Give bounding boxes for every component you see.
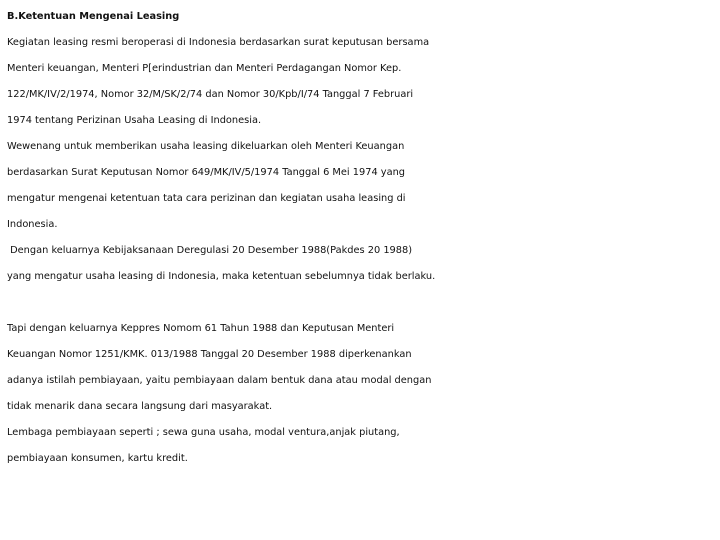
paragraph-line: berdasarkan Surat Keputusan Nomor 649/MK/IV/5/1974 Tanggal 6 Mei 1974 yang (7, 167, 406, 178)
paragraph-line: tidak menarik dana secara langsung dari masyarakat. (7, 401, 273, 412)
paragraph-line: Tapi dengan keluarnya Keppres Nomom 61 Tahun 1988 dan Keputusan Menteri (7, 323, 395, 334)
paragraph-line: Indonesia. (7, 219, 58, 230)
paragraph-spacer (7, 290, 717, 316)
paragraph-line: mengatur mengenai ketentuan tata cara perizinan dan kegiatan usaha leasing di (7, 193, 406, 204)
paragraph-line: Lembaga pembiayaan seperti ; sewa guna usaha, modal ventura,anjak piutang, (7, 427, 400, 438)
document-page (7, 4, 717, 472)
paragraph-line: Menteri keuangan, Menteri P[erindustrian dan Menteri Perdagangan Nomor Kep. (7, 63, 402, 74)
paragraph-line: 122/MK/IV/2/1974, Nomor 32/M/SK/2/74 dan Nomor 30/Kpb/I/74 Tanggal 7 Februari (7, 89, 414, 100)
paragraph-line: Dengan keluarnya Kebijaksanaan Deregulasi 20 Desember 1988(Pakdes 20 1988) (7, 245, 413, 256)
section-title: B.Ketentuan Mengenai Leasing (7, 11, 180, 22)
paragraph-line: 1974 tentang Perizinan Usaha Leasing di Indonesia. (7, 115, 262, 126)
paragraph-line: pembiayaan konsumen, kartu kredit. (7, 453, 188, 464)
paragraph-line: Wewenang untuk memberikan usaha leasing dikeluarkan oleh Menteri Keuangan (7, 141, 405, 152)
paragraph-line: Keuangan Nomor 1251/KMK. 013/1988 Tanggal 20 Desember 1988 diperkenankan (7, 349, 412, 360)
paragraph-line: adanya istilah pembiayaan, yaitu pembiayaan dalam bentuk dana atau modal dengan (7, 375, 432, 386)
paragraph-line: yang mengatur usaha leasing di Indonesia, maka ketentuan sebelumnya tidak berlaku. (7, 271, 436, 282)
paragraph-line: Kegiatan leasing resmi beroperasi di Indonesia berdasarkan surat keputusan bersama (7, 37, 430, 48)
